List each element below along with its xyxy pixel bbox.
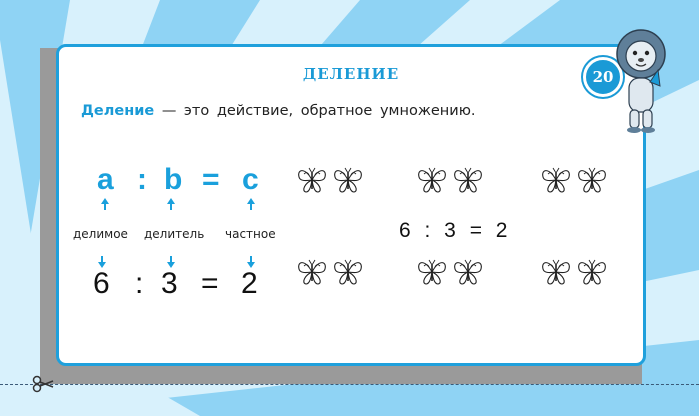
formula-b: b	[164, 163, 183, 196]
cut-line	[0, 384, 699, 385]
butterfly-icon	[295, 257, 329, 287]
arrow-up-icon	[166, 197, 176, 211]
number-op: :	[135, 267, 144, 300]
butterfly-icon	[451, 257, 485, 287]
butterfly-icon	[539, 257, 573, 287]
label-divisor: делитель	[144, 227, 205, 241]
butterfly-icon	[415, 165, 449, 195]
formula-op: :	[137, 163, 147, 196]
page-number-badge: 20	[583, 57, 623, 97]
arrow-up-icon	[246, 197, 256, 211]
butterfly-icon	[575, 257, 609, 287]
scissors-icon	[32, 375, 54, 393]
label-quotient: частное	[225, 227, 276, 241]
label-dividend: делимое	[73, 227, 128, 241]
formula-c: c	[242, 163, 259, 196]
butterfly-icon	[539, 165, 573, 195]
number-divisor: 3	[161, 267, 178, 300]
formula-a: a	[97, 163, 114, 196]
butterfly-icon	[331, 257, 365, 287]
definition-text	[81, 103, 476, 119]
definition-term: Деление	[81, 103, 155, 119]
number-eq: =	[201, 267, 219, 300]
arrow-up-icon	[100, 197, 110, 211]
page-title: ДЕЛЕНИЕ	[302, 65, 400, 83]
example-expression: 6 : 3 = 2	[399, 219, 508, 242]
lion-mascot	[606, 26, 676, 138]
formula-eq: =	[202, 163, 220, 196]
number-dividend: 6	[93, 267, 110, 300]
butterfly-icon	[415, 257, 449, 287]
number-quotient: 2	[241, 267, 258, 300]
butterfly-icon	[451, 165, 485, 195]
butterfly-icon	[331, 165, 365, 195]
butterfly-icon	[575, 165, 609, 195]
butterfly-icon	[295, 165, 329, 195]
lesson-card	[56, 44, 646, 366]
definition-rest: — это действие, обратное умножению.	[154, 103, 476, 119]
